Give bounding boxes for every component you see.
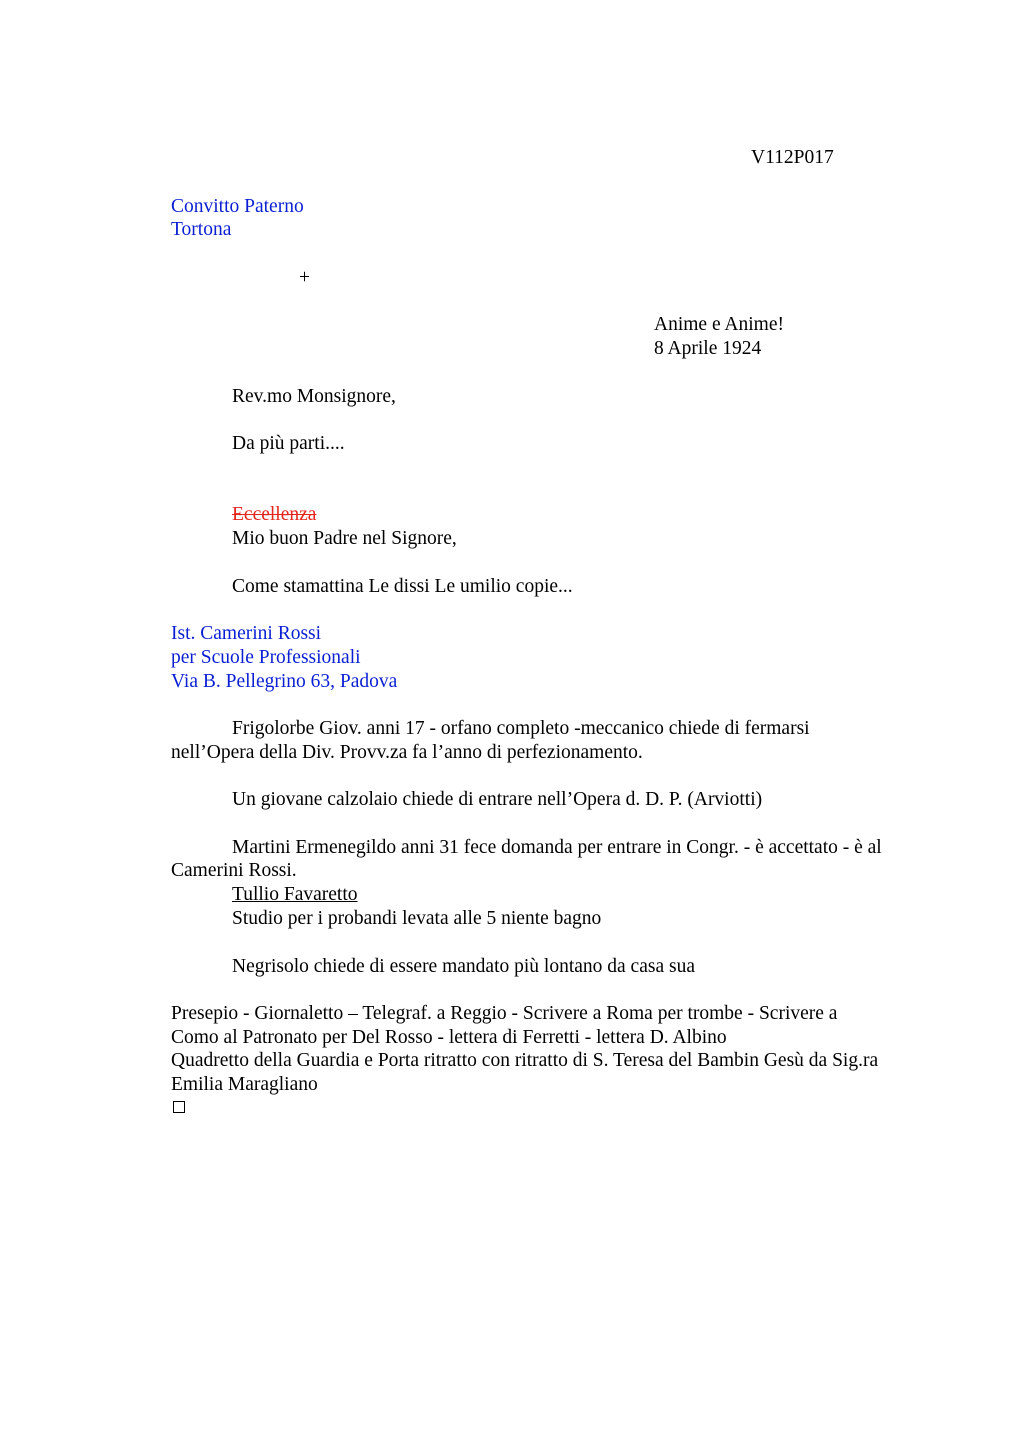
note-frigolorbe-line2: nell’Opera della Div. Provv.za fa l’anno di perfezionamento. <box>171 742 643 763</box>
todo-line-1: Presepio - Giornaletto – Telegraf. a Reggio - Scrivere a Roma per trombe - Scrivere a <box>171 1003 838 1024</box>
todo-line-2: Como al Patronato per Del Rosso - lettera di Ferretti - lettera D. Albino <box>171 1027 727 1048</box>
note-favaretto-name: Tullio Favaretto <box>232 884 358 905</box>
todo-line-3: Quadretto della Guardia e Porta ritratto con ritratto di S. Teresa del Bambin Gesù da Sig.ra <box>171 1050 879 1071</box>
note-negrisolo: Negrisolo chiede di essere mandato più lontano da casa sua <box>232 956 695 977</box>
note-favaretto-text: Studio per i probandi levata alle 5 niente bagno <box>232 908 602 929</box>
note-martini-line1: Martini Ermenegildo anni 31 fece domanda per entrare in Congr. - è accettato - è al <box>232 837 882 858</box>
salutation-padre: Mio buon Padre nel Signore, <box>232 528 457 549</box>
note-calzolaio: Un giovane calzolaio chiede di entrare nell’Opera d. D. P. (Arviotti) <box>232 789 763 810</box>
cross-symbol: + <box>299 267 310 288</box>
letterhead-istituto-subtitle: per Scuole Professionali <box>171 647 361 668</box>
motto: Anime e Anime! <box>654 314 784 335</box>
letterhead-convitto-city: Tortona <box>171 219 232 240</box>
todo-line-4: Emilia Maragliano <box>171 1074 318 1095</box>
letter-date: 8 Aprile 1924 <box>654 338 762 359</box>
salutation-monsignore: Rev.mo Monsignore, <box>232 386 396 407</box>
letterhead-convitto-name: Convitto Paterno <box>171 196 304 217</box>
letter2-body: Come stamattina Le dissi Le umilio copie... <box>232 576 573 597</box>
document-code: V112P017 <box>751 147 834 168</box>
note-frigolorbe-line1: Frigolorbe Giov. anni 17 - orfano completo -meccanico chiede di fermarsi <box>232 718 810 739</box>
letterhead-istituto-name: Ist. Camerini Rossi <box>171 623 322 644</box>
note-martini-line2: Camerini Rossi. <box>171 860 297 881</box>
struck-salutation: Eccellenza <box>232 504 317 525</box>
checkbox-icon <box>173 1101 185 1113</box>
letterhead-istituto-address: Via B. Pellegrino 63, Padova <box>171 671 398 692</box>
letter1-body: Da più parti.... <box>232 433 345 454</box>
